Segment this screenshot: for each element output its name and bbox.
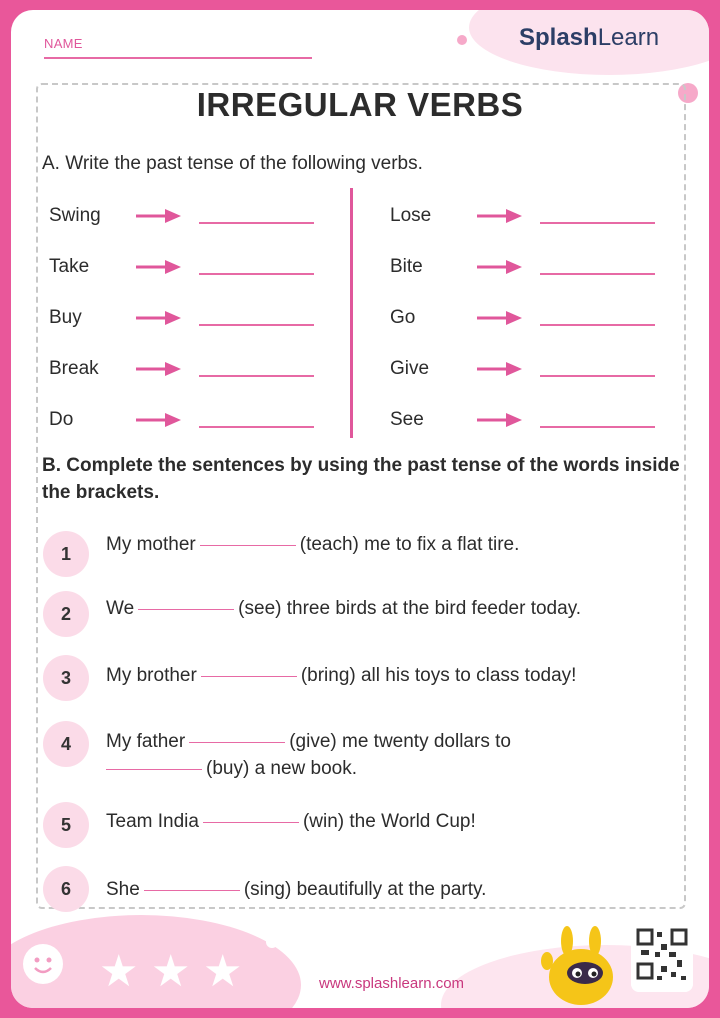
verb-right: Bite — [390, 256, 423, 277]
verb-right: See — [390, 409, 424, 430]
arrow-right-icon — [476, 412, 524, 428]
question-text: She (sing) beautifully at the party. — [106, 879, 487, 900]
question-number: 6 — [43, 866, 89, 912]
decor-dot — [266, 936, 278, 948]
answer-line[interactable] — [540, 324, 655, 326]
decor-dot — [457, 35, 467, 45]
question-number: 5 — [43, 802, 89, 848]
arrow-right-icon — [135, 259, 183, 275]
answer-line[interactable] — [199, 273, 314, 275]
arrow-right-icon — [476, 361, 524, 377]
blank-line[interactable] — [203, 821, 299, 823]
question-number: 4 — [43, 721, 89, 767]
verb-left: Do — [49, 409, 74, 430]
name-label: NAME — [44, 36, 83, 51]
answer-line[interactable] — [199, 375, 314, 377]
answer-line[interactable] — [199, 222, 314, 224]
qr-code-icon[interactable] — [631, 922, 693, 992]
question-number: 1 — [43, 531, 89, 577]
arrow-right-icon — [476, 208, 524, 224]
verb-left: Take — [49, 256, 90, 277]
arrow-right-icon — [476, 310, 524, 326]
question-text: My father (give) me twenty dollars to (buy) a new book. — [106, 731, 511, 779]
footer-url[interactable]: www.splashlearn.com — [319, 975, 465, 992]
question-text: My brother (bring) all his toys to class today! — [106, 665, 577, 686]
splashlearn-logo: SplashLearn — [519, 24, 660, 51]
star-icon: ★ — [203, 947, 243, 996]
blank-line[interactable] — [201, 675, 297, 677]
section-a-heading: A. Write the past tense of the following verbs. — [42, 153, 423, 174]
blank-line[interactable] — [106, 768, 202, 770]
answer-line[interactable] — [540, 222, 655, 224]
question-text: We (see) three birds at the bird feeder today. — [106, 598, 582, 619]
name-line[interactable] — [44, 57, 312, 59]
verb-right: Give — [390, 358, 430, 379]
question-text: My mother (teach) me to fix a flat tire. — [106, 534, 520, 555]
verb-left: Break — [49, 358, 99, 379]
star-icon: ★ — [151, 947, 191, 996]
column-divider — [350, 188, 353, 438]
star-icon: ★ — [99, 947, 139, 996]
worksheet-title: IRREGULAR VERBS — [196, 86, 524, 123]
blank-line[interactable] — [200, 544, 296, 546]
answer-line[interactable] — [540, 375, 655, 377]
smiley-icon — [23, 944, 63, 984]
verb-right: Lose — [390, 205, 432, 226]
section-b-heading: B. Complete the sentences by using the past tense of the words inside the brackets. — [42, 455, 680, 503]
blank-line[interactable] — [138, 608, 234, 610]
arrow-right-icon — [135, 412, 183, 428]
answer-line[interactable] — [540, 426, 655, 428]
question-number: 3 — [43, 655, 89, 701]
answer-line[interactable] — [199, 426, 314, 428]
arrow-right-icon — [135, 361, 183, 377]
question-number: 2 — [43, 591, 89, 637]
answer-line[interactable] — [540, 273, 655, 275]
mascot-icon — [539, 925, 625, 1005]
question-text: Team India (win) the World Cup! — [106, 811, 476, 832]
arrow-right-icon — [135, 208, 183, 224]
verb-left: Buy — [49, 307, 82, 328]
verb-left: Swing — [49, 205, 101, 226]
blank-line[interactable] — [144, 889, 240, 891]
arrow-right-icon — [476, 259, 524, 275]
arrow-right-icon — [135, 310, 183, 326]
worksheet — [11, 10, 709, 1008]
answer-line[interactable] — [199, 324, 314, 326]
blank-line[interactable] — [189, 741, 285, 743]
verb-right: Go — [390, 307, 416, 328]
